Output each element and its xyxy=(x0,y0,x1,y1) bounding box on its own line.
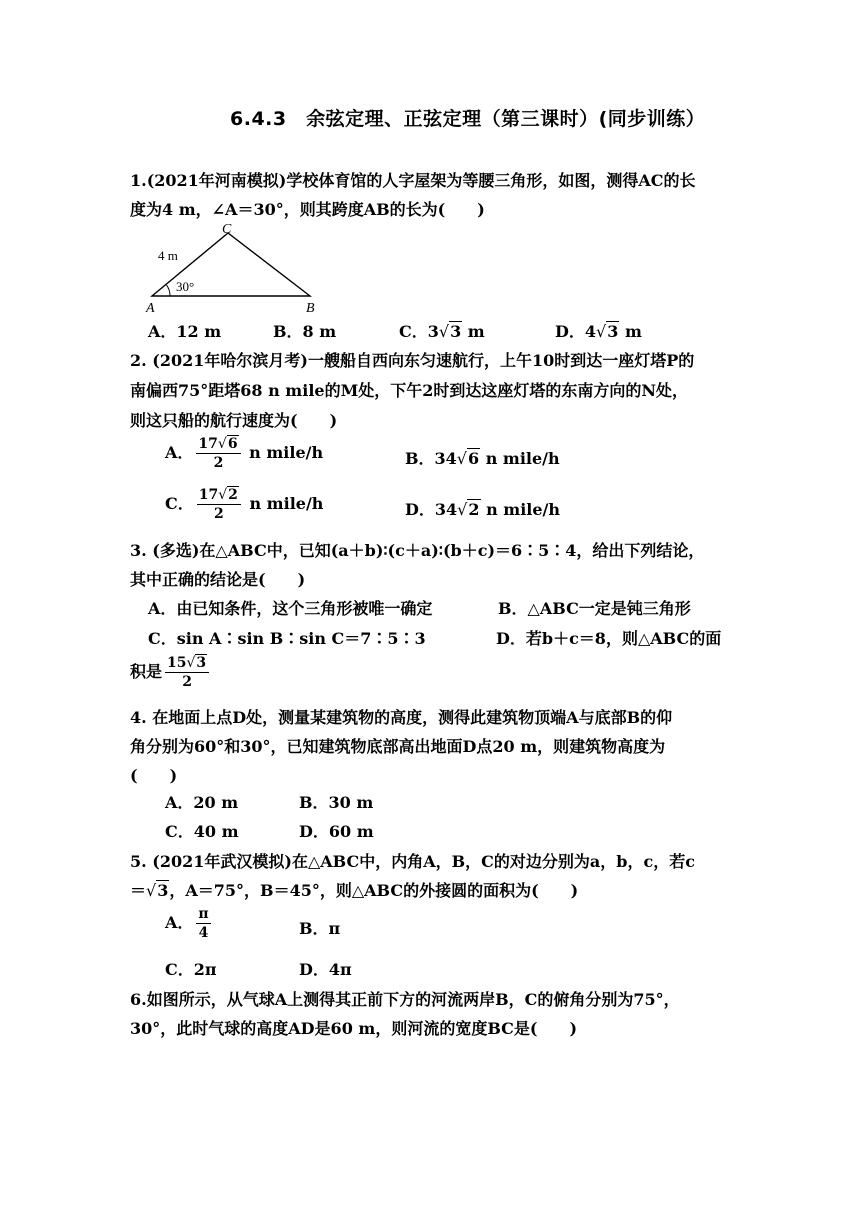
option-letter: C． xyxy=(165,960,194,979)
radicand: 3 xyxy=(157,881,169,900)
equals-prefix: ＝ xyxy=(130,881,147,900)
option-text: π xyxy=(328,919,341,938)
fraction xyxy=(196,906,210,941)
fraction: $\frac{17√6}{2}$ xyxy=(196,436,240,471)
q2-option-d[interactable] xyxy=(405,497,560,520)
option-unit: n mile/h xyxy=(243,443,324,462)
sqrt-expression: √6 xyxy=(456,449,480,468)
numerator: π xyxy=(198,906,209,922)
option-text: 60 m xyxy=(328,822,374,841)
q3-option-b[interactable]: B．△ABC一定是钝三角形 xyxy=(498,599,691,618)
radicand: 2 xyxy=(228,487,238,503)
option-letter: A． xyxy=(165,913,194,932)
option-letter: C． xyxy=(165,494,194,513)
option-letter: B． xyxy=(299,919,329,938)
numerator-coef: 17 xyxy=(198,436,218,452)
option-letter: A． xyxy=(148,322,177,341)
option-letter: B． xyxy=(299,793,329,812)
vertex-b-label: B xyxy=(306,301,315,314)
q3-line1: 3. (多选)在△ABC中，已知(a＋b)∶(c＋a)∶(b＋c)＝6∶5∶4，给出下列结论， xyxy=(130,541,705,560)
option-coef: 34 xyxy=(434,449,457,468)
q1-option-b[interactable] xyxy=(273,319,336,342)
option-letter: D． xyxy=(405,500,435,519)
option-letter: B． xyxy=(273,322,303,341)
radicand: 2 xyxy=(468,500,480,519)
q6-line1: 6.如图所示，从气球A上测得其正前下方的河流两岸B，C的俯角分别为75°， xyxy=(130,990,680,1009)
q3-option-d-continued xyxy=(130,655,212,690)
radicand: 3 xyxy=(607,322,619,341)
q3-option-a[interactable]: A．由已知条件，这个三角形被唯一确定 xyxy=(148,599,433,618)
option-unit: n mile/h xyxy=(243,494,324,513)
sqrt-expression: √3 xyxy=(596,322,619,341)
option-text: 2π xyxy=(193,960,217,979)
q2-line3: 则这只船的航行速度为( ) xyxy=(130,411,338,430)
q3-option-c[interactable]: C．sin A∶sin B∶sin C＝7∶5∶3 xyxy=(148,629,426,648)
q4-option-b[interactable] xyxy=(299,790,373,813)
q5-line2 xyxy=(130,878,578,901)
q1-triangle-figure xyxy=(140,218,340,314)
radicand: 3 xyxy=(196,655,207,671)
q5-line1: 5. (2021年武汉模拟)在△ABC中，内角A，B，C的对边分别为a，b，c，若c xyxy=(130,852,695,871)
q6-line2: 30°，此时气球的高度AD是60 m，则河流的宽度BC是( ) xyxy=(130,1019,578,1038)
q3-line2: 其中正确的结论是( ) xyxy=(130,570,306,589)
angle-a-label: 30° xyxy=(176,279,195,294)
option-unit: m xyxy=(462,322,485,341)
radicand: 6 xyxy=(468,449,480,468)
q5-line2-text: ，A＝75°，B＝45°，则△ABC的外接圆的面积为( ) xyxy=(169,881,579,900)
side-ac-label: 4 m xyxy=(158,248,178,263)
denominator: 4 xyxy=(198,925,209,941)
fraction: $\frac{17√2}{2}$ xyxy=(197,487,241,522)
option-letter: D． xyxy=(299,822,329,841)
q5-option-a[interactable] xyxy=(165,906,214,941)
q2-option-a[interactable] xyxy=(165,436,323,471)
option-letter: C． xyxy=(399,322,428,341)
vertex-a-label: A xyxy=(146,301,155,314)
option-text: 4π xyxy=(328,960,352,979)
radicand: 3 xyxy=(450,322,462,341)
option-coef: 4 xyxy=(584,322,597,341)
option-text: 12 m xyxy=(176,322,222,341)
radicand: 6 xyxy=(227,436,238,452)
q4-option-d[interactable] xyxy=(299,819,374,842)
angle-a-arc xyxy=(167,285,171,296)
q4-line3: ( ) xyxy=(130,766,178,785)
option-coef: 3 xyxy=(427,322,439,341)
q2-option-c[interactable] xyxy=(165,487,323,522)
q5-option-c[interactable] xyxy=(165,957,217,980)
option-letter: C． xyxy=(165,822,194,841)
option-text: 20 m xyxy=(193,793,239,812)
q4-line2: 角分别为60°和30°，已知建筑物底部高出地面D点20 m，则建筑物高度为 xyxy=(130,737,666,756)
option-letter: B． xyxy=(405,449,435,468)
worksheet-title: 6.4.3 余弦定理、正弦定理（第三课时）(同步训练） xyxy=(230,108,706,130)
vertex-c-label: C xyxy=(222,222,232,237)
q1-option-d[interactable] xyxy=(555,319,642,342)
q2-line2: 南偏西75°距塔68 n mile的M处，下午2时到达这座灯塔的东南方向的N处， xyxy=(130,381,689,400)
option-text: 40 m xyxy=(193,822,239,841)
option-unit: m xyxy=(619,322,642,341)
option-unit: n mile/h xyxy=(480,449,560,468)
q4-option-c[interactable] xyxy=(165,819,239,842)
sqrt-expression: √2 xyxy=(457,500,480,519)
denominator: 2 xyxy=(213,455,224,471)
denominator: 2 xyxy=(182,674,192,690)
q5-option-b[interactable] xyxy=(299,916,340,939)
denominator: 2 xyxy=(213,506,224,522)
sqrt-expression: √3 xyxy=(146,881,169,900)
q3-option-d[interactable]: D．若b＋c＝8，则△ABC的面 xyxy=(496,629,722,648)
option-letter: A． xyxy=(165,793,194,812)
option-letter: D． xyxy=(555,322,585,341)
option-text: 8 m xyxy=(302,322,337,341)
q4-line1: 4. 在地面上点D处，测量某建筑物的高度，测得此建筑物顶端A与底部B的仰 xyxy=(130,708,673,727)
option-letter: A． xyxy=(165,443,194,462)
q2-option-b[interactable] xyxy=(405,446,560,469)
q1-line1: 1.(2021年河南模拟)学校体育馆的人字屋架为等腰三角形，如图，测得AC的长 xyxy=(130,171,696,190)
fraction: $\frac{15√3}{2}$ xyxy=(165,655,209,690)
option-text: 30 m xyxy=(328,793,374,812)
numerator-coef: 17 xyxy=(198,487,219,503)
q1-option-c[interactable] xyxy=(399,319,485,342)
option-letter: D． xyxy=(299,960,329,979)
q2-line1: 2. (2021年哈尔滨月考)一艘船自西向东匀速航行，上午10时到达一座灯塔P的 xyxy=(130,351,695,370)
q1-option-a[interactable] xyxy=(148,319,221,342)
q4-option-a[interactable] xyxy=(165,790,238,813)
area-prefix: 积是 xyxy=(130,662,163,681)
q1-line2: 度为4 m，∠A＝30°，则其跨度AB的长为( ) xyxy=(130,200,485,219)
option-unit: n mile/h xyxy=(480,500,561,519)
option-coef: 34 xyxy=(434,500,458,519)
q5-option-d[interactable] xyxy=(299,957,352,980)
sqrt-expression: √3 xyxy=(438,322,462,341)
numerator-coef: 15 xyxy=(167,655,187,671)
